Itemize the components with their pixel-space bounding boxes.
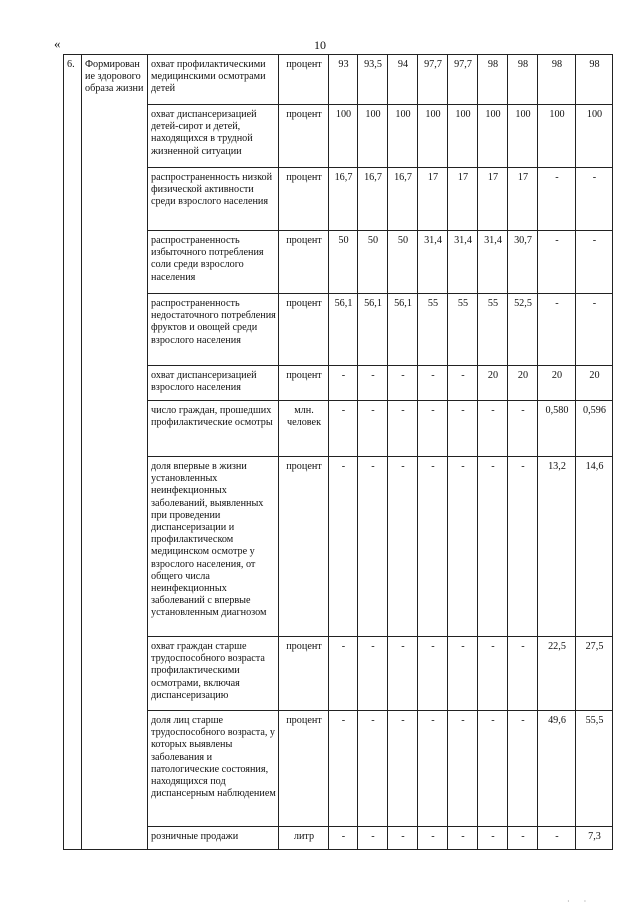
value-cell: 94 bbox=[388, 55, 418, 105]
value-cell: - bbox=[508, 827, 538, 850]
value-cell: - bbox=[388, 457, 418, 637]
value-cell: 17 bbox=[508, 168, 538, 231]
unit-cell: процент bbox=[279, 55, 329, 105]
value-cell: - bbox=[388, 711, 418, 827]
value-cell: 55 bbox=[418, 294, 448, 366]
value-cell: 16,7 bbox=[388, 168, 418, 231]
value-cell: 100 bbox=[388, 105, 418, 168]
value-cell: - bbox=[538, 168, 576, 231]
value-cell: - bbox=[418, 366, 448, 401]
value-cell: 52,5 bbox=[508, 294, 538, 366]
value-cell: - bbox=[538, 231, 576, 294]
value-cell: 13,2 bbox=[538, 457, 576, 637]
value-cell: - bbox=[418, 711, 448, 827]
value-cell: - bbox=[576, 168, 613, 231]
value-cell: 50 bbox=[388, 231, 418, 294]
value-cell: 50 bbox=[329, 231, 358, 294]
value-cell: - bbox=[448, 711, 478, 827]
unit-cell: процент bbox=[279, 366, 329, 401]
indicator-name: охват диспансеризацией взрослого населения bbox=[148, 366, 279, 401]
unit-cell: процент bbox=[279, 294, 329, 366]
value-cell: 27,5 bbox=[576, 637, 613, 711]
indicator-name: охват профилактическими медицинскими осмотрами детей bbox=[148, 55, 279, 105]
indicator-name: розничные продажи bbox=[148, 827, 279, 850]
value-cell: - bbox=[478, 637, 508, 711]
value-cell: 100 bbox=[576, 105, 613, 168]
value-cell: 31,4 bbox=[448, 231, 478, 294]
value-cell: - bbox=[538, 294, 576, 366]
value-cell: 55 bbox=[478, 294, 508, 366]
value-cell: - bbox=[508, 457, 538, 637]
unit-cell: процент bbox=[279, 105, 329, 168]
value-cell: - bbox=[388, 637, 418, 711]
value-cell: 49,6 bbox=[538, 711, 576, 827]
indicator-name: доля впервые в жизни установленных неинфекционных заболеваний, выявленных при проведении диспансеризации и профилактическом медицинском осмотре у взрослого населения, от общего числа неинфекционных заболеваний с впервые установленным диагнозом bbox=[148, 457, 279, 637]
value-cell: 56,1 bbox=[388, 294, 418, 366]
value-cell: 20 bbox=[538, 366, 576, 401]
value-cell: - bbox=[329, 401, 358, 457]
value-cell: 17 bbox=[478, 168, 508, 231]
value-cell: 93 bbox=[329, 55, 358, 105]
value-cell: 56,1 bbox=[358, 294, 388, 366]
value-cell: 17 bbox=[448, 168, 478, 231]
page-number: 10 bbox=[314, 38, 326, 52]
value-cell: 100 bbox=[508, 105, 538, 168]
indicator-name: распространенность низкой физической активности среди взрослого населения bbox=[148, 168, 279, 231]
value-cell: - bbox=[418, 827, 448, 850]
value-cell: - bbox=[508, 401, 538, 457]
value-cell: 31,4 bbox=[418, 231, 448, 294]
section-title: Формирован ие здорового образа жизни bbox=[82, 55, 148, 850]
indicator-name: охват граждан старше трудоспособного возраста профилактическими осмотрами, включая диспансеризацию bbox=[148, 637, 279, 711]
scan-specks: · · bbox=[567, 897, 593, 906]
section-number: 6. bbox=[64, 55, 82, 850]
value-cell: 100 bbox=[358, 105, 388, 168]
value-cell: 98 bbox=[508, 55, 538, 105]
value-cell: - bbox=[478, 401, 508, 457]
value-cell: 100 bbox=[329, 105, 358, 168]
value-cell: - bbox=[358, 401, 388, 457]
value-cell: - bbox=[478, 457, 508, 637]
value-cell: 0,580 bbox=[538, 401, 576, 457]
value-cell: 50 bbox=[358, 231, 388, 294]
value-cell: 31,4 bbox=[478, 231, 508, 294]
value-cell: 20 bbox=[508, 366, 538, 401]
value-cell: 16,7 bbox=[358, 168, 388, 231]
value-cell: - bbox=[508, 637, 538, 711]
indicator-name: охват диспансеризацией детей-сирот и детей, находящихся в трудной жизненной ситуации bbox=[148, 105, 279, 168]
value-cell: - bbox=[576, 231, 613, 294]
value-cell: - bbox=[329, 637, 358, 711]
unit-cell: процент bbox=[279, 168, 329, 231]
value-cell: - bbox=[388, 401, 418, 457]
indicator-name: число граждан, прошедших профилактические осмотры bbox=[148, 401, 279, 457]
value-cell: - bbox=[508, 711, 538, 827]
value-cell: - bbox=[448, 637, 478, 711]
value-cell: 100 bbox=[478, 105, 508, 168]
value-cell: 98 bbox=[478, 55, 508, 105]
value-cell: - bbox=[388, 827, 418, 850]
corner-mark: « bbox=[54, 36, 61, 51]
value-cell: 100 bbox=[448, 105, 478, 168]
value-cell: 56,1 bbox=[329, 294, 358, 366]
value-cell: - bbox=[418, 401, 448, 457]
value-cell: - bbox=[329, 711, 358, 827]
value-cell: 98 bbox=[538, 55, 576, 105]
value-cell: - bbox=[448, 401, 478, 457]
unit-cell: процент bbox=[279, 231, 329, 294]
value-cell: - bbox=[576, 294, 613, 366]
value-cell: - bbox=[418, 457, 448, 637]
value-cell: - bbox=[358, 827, 388, 850]
unit-cell: процент bbox=[279, 711, 329, 827]
value-cell: - bbox=[478, 711, 508, 827]
value-cell: - bbox=[329, 827, 358, 850]
unit-cell: процент bbox=[279, 457, 329, 637]
value-cell: 55,5 bbox=[576, 711, 613, 827]
indicator-name: распространенность избыточного потребления соли среди взрослого населения bbox=[148, 231, 279, 294]
value-cell: - bbox=[478, 827, 508, 850]
table-row bbox=[64, 55, 613, 105]
value-cell: 100 bbox=[418, 105, 448, 168]
value-cell: - bbox=[358, 366, 388, 401]
value-cell: 97,7 bbox=[448, 55, 478, 105]
value-cell: - bbox=[329, 366, 358, 401]
value-cell: 20 bbox=[576, 366, 613, 401]
value-cell: 97,7 bbox=[418, 55, 448, 105]
value-cell: - bbox=[538, 827, 576, 850]
value-cell: 7,3 bbox=[576, 827, 613, 850]
value-cell: 14,6 bbox=[576, 457, 613, 637]
value-cell: 22,5 bbox=[538, 637, 576, 711]
value-cell: 98 bbox=[576, 55, 613, 105]
unit-cell: млн. человек bbox=[279, 401, 329, 457]
value-cell: - bbox=[358, 637, 388, 711]
value-cell: - bbox=[388, 366, 418, 401]
value-cell: 17 bbox=[418, 168, 448, 231]
value-cell: 30,7 bbox=[508, 231, 538, 294]
value-cell: 16,7 bbox=[329, 168, 358, 231]
value-cell: - bbox=[418, 637, 448, 711]
value-cell: 20 bbox=[478, 366, 508, 401]
value-cell: - bbox=[358, 711, 388, 827]
value-cell: - bbox=[448, 366, 478, 401]
value-cell: 55 bbox=[448, 294, 478, 366]
value-cell: - bbox=[329, 457, 358, 637]
value-cell: - bbox=[448, 457, 478, 637]
value-cell: - bbox=[358, 457, 388, 637]
value-cell: 93,5 bbox=[358, 55, 388, 105]
indicators-table bbox=[63, 54, 613, 850]
table-body bbox=[64, 55, 613, 850]
indicator-name: доля лиц старше трудоспособного возраста, у которых выявлены заболевания и патологические состояния, находящихся под диспансерным наблюдением bbox=[148, 711, 279, 827]
unit-cell: процент bbox=[279, 637, 329, 711]
unit-cell: литр bbox=[279, 827, 329, 850]
value-cell: 0,596 bbox=[576, 401, 613, 457]
value-cell: 100 bbox=[538, 105, 576, 168]
indicator-name: распространенность недостаточного потребления фруктов и овощей среди взрослого населения bbox=[148, 294, 279, 366]
value-cell: - bbox=[448, 827, 478, 850]
